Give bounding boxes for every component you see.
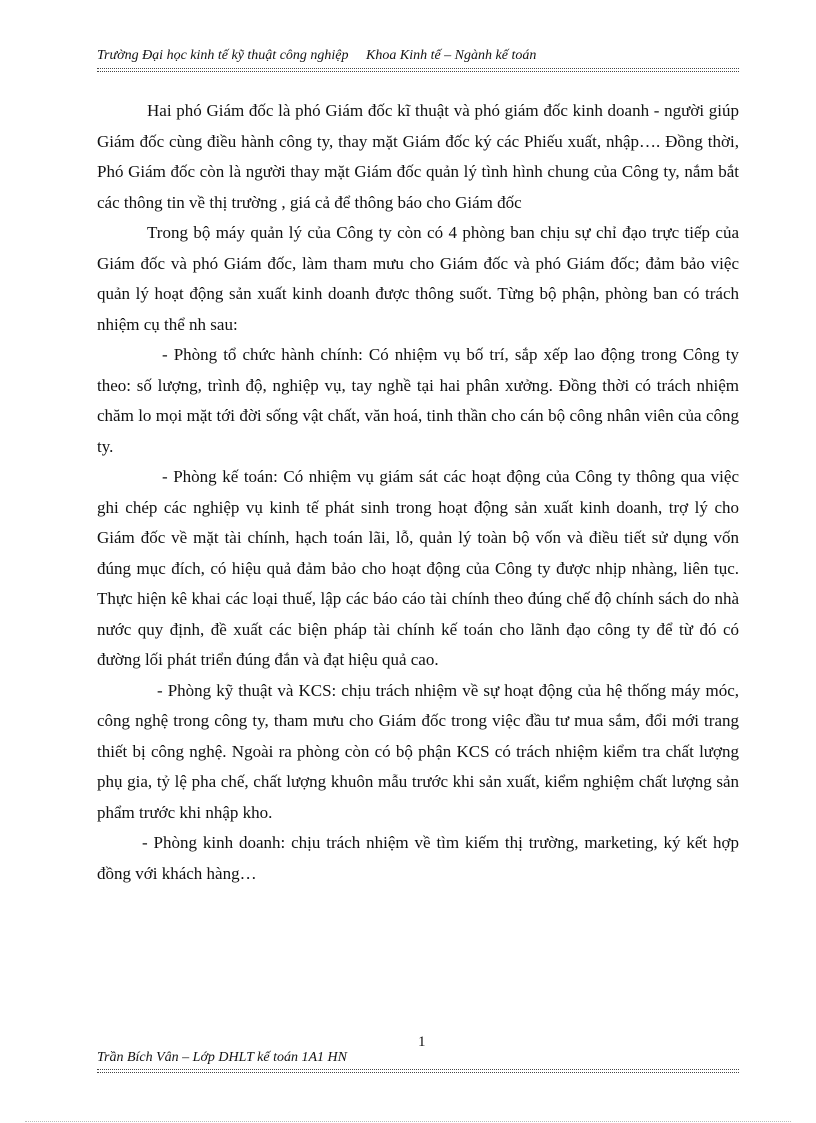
paragraph: - Phòng kinh doanh: chịu trách nhiệm về tìm kiếm thị trường, marketing, ký kết hợp đồng với khách hàng… xyxy=(97,833,739,883)
page-number: 1 xyxy=(418,1034,426,1050)
paragraph: Hai phó Giám đốc là phó Giám đốc kĩ thuật và phó giám đốc kinh doanh - người giúp Giám đốc cùng điều hành công ty, thay mặt Giám đốc ký các Phiếu xuất, nhập…. Đồng thời, Phó Giám đốc còn là người thay mặt Giám đốc quản lý tình hình chung của Công ty, nắm bắt các thông tin về thị trường , giá cả để thông báo cho Giám đốc xyxy=(97,101,739,212)
page-edge xyxy=(25,1121,791,1122)
header-rule xyxy=(97,68,739,69)
footer-rule-2 xyxy=(97,1072,739,1073)
paragraph: - Phòng tổ chức hành chính: Có nhiệm vụ bố trí, sắp xếp lao động trong Công ty theo: số lượng, trình độ, nghiệp vụ, tay nghề tại hai phân xưởng. Đồng thời có trách nhiệm chăm lo mọi mặt tới đời sống vật chất, văn hoá, tinh thần cho cán bộ công nhân viên của công ty. xyxy=(97,345,739,456)
header-department: Khoa Kinh tế – Ngành kế toán xyxy=(366,48,537,63)
header-school: Trường Đại học kinh tế kỹ thuật công nghiệp xyxy=(97,48,349,63)
paragraph: - Phòng kế toán: Có nhiệm vụ giám sát các hoạt động của Công ty thông qua việc ghi chép các nghiệp vụ kinh tế phát sinh trong hoạt động sản xuất kinh doanh, trợ lý cho Giám đốc về mặt tài chính, hạch toán lãi, lỗ, quản lý toàn bộ vốn và điều tiết sử dụng vốn đúng mục đích, có hiệu quả đảm bảo cho hoạt động của Công ty được nhịp nhàng, liên tục. Thực hiện kê khai các loại thuế, lập các báo cáo tài chính theo đúng chế độ chính sách do nhà nước quy định, đề xuất các biện pháp tài chính kế toán cho lãnh đạo công ty để từ đó có đường lối phát triển đúng đắn và đạt hiệu quả cao. xyxy=(97,467,739,669)
paragraph: Trong bộ máy quản lý của Công ty còn có 4 phòng ban chịu sự chỉ đạo trực tiếp của Giám đốc và phó Giám đốc, làm tham mưu cho Giám đốc và phó Giám đốc; đảm bảo việc quản lý hoạt động sản xuất kinh doanh được thông suốt. Từng bộ phận, phòng ban có trách nhiệm cụ thể nh sau: xyxy=(97,223,739,334)
footer-rule xyxy=(97,1069,739,1070)
page-header xyxy=(97,48,739,64)
paragraph: - Phòng kỹ thuật và KCS: chịu trách nhiệm về sự hoạt động của hệ thống máy móc, công nghệ trong công ty, tham mưu cho Giám đốc trong việc đầu tư mua sắm, đổi mới trang thiết bị công nghệ. Ngoài ra phòng còn có bộ phận KCS có trách nhiệm kiểm tra chất lượng phụ gia, tỷ lệ pha chế, chất lượng khuôn mẫu trước khi sản xuất, kiểm nghiệm chất lượng sản phẩm trước khi nhập kho. xyxy=(97,680,739,822)
document-body xyxy=(97,96,739,889)
header-rule-2 xyxy=(97,71,739,72)
page-footer: Trần Bích Vân – Lớp DHLT kế toán 1A1 HN xyxy=(97,1050,348,1065)
